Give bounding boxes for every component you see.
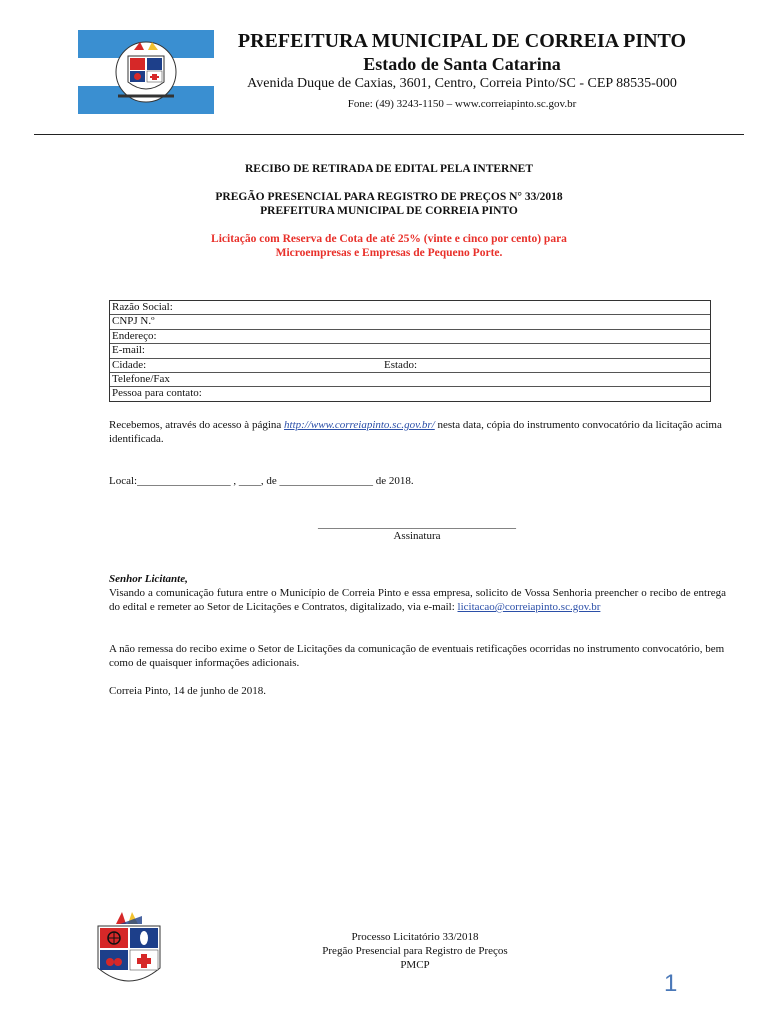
- municipal-flag-logo: [78, 30, 214, 114]
- form-row-cidade-estado[interactable]: [110, 359, 710, 373]
- form-row-razao-social[interactable]: [110, 301, 710, 315]
- form-label: E-mail:: [112, 344, 145, 357]
- document-title: RECIBO DE RETIRADA DE EDITAL PELA INTERNET: [245, 163, 533, 175]
- receipt-paragraph: [109, 418, 726, 446]
- municipal-coat-of-arms-icon: [94, 910, 164, 992]
- footer-modality: Pregão Presencial para Registro de Preços: [322, 945, 508, 957]
- disclaimer-paragraph: A não remessa do recibo exime o Setor de Licitações da comunicação de eventuais retificações ocorridas no instrumento convocatório, bem como de quaisquer informações adicionais.: [109, 643, 725, 669]
- form-label: Endereço:: [112, 329, 157, 342]
- form-row-telefone[interactable]: [110, 373, 710, 387]
- instruction-paragraph: [109, 586, 726, 614]
- form-label-estado: Estado:: [384, 358, 417, 371]
- quota-notice-line-2: Microempresas e Empresas de Pequeno Porte.: [275, 247, 503, 259]
- form-row-cnpj[interactable]: [110, 315, 710, 329]
- receipt-text-after: nesta data, cópia do instrumento convocatório da licitação acima identificada.: [109, 419, 722, 445]
- header-state: Estado de Santa Catarina: [363, 54, 561, 74]
- instruction-text: Visando a comunicação futura entre o Município de Correia Pinto e essa empresa, solicito de Vossa Senhoria preencher o recibo de entrega do edital e remeter ao Setor de Licitações e Contratos, digitalizado, via e-mail:: [109, 587, 726, 613]
- form-row-email[interactable]: [110, 344, 710, 358]
- signature-label: Assinatura: [393, 530, 441, 542]
- company-info-form: [109, 300, 711, 402]
- footer-process: Processo Licitatório 33/2018: [351, 931, 479, 943]
- greeting: Senhor Licitante,: [109, 573, 188, 585]
- receipt-text-before: Recebemos, através do acesso à página: [109, 419, 285, 431]
- footer-abbreviation: PMCP: [400, 959, 430, 971]
- header-phone: Fone: (49) 3243-1150 – www.correiapinto.sc.gov.br: [347, 98, 577, 110]
- form-label: Razão Social:: [112, 301, 173, 313]
- website-link[interactable]: http://www.correiapinto.sc.gov.br/: [284, 419, 435, 431]
- form-label: Cidade:: [112, 358, 147, 371]
- header-title: PREFEITURA MUNICIPAL DE CORREIA PINTO: [237, 30, 687, 52]
- email-link[interactable]: licitacao@correiapinto.sc.gov.br: [457, 601, 601, 613]
- form-label: CNPJ N.º: [112, 315, 155, 328]
- header-address: Avenida Duque de Caxias, 3601, Centro, Correia Pinto/SC - CEP 88535-000: [247, 76, 677, 91]
- quota-notice-line-1: Licitação com Reserva de Cota de até 25% (vinte e cinco por cento) para: [211, 233, 567, 245]
- page-number: 1: [664, 970, 678, 997]
- signature-line: ____________________________________: [318, 518, 516, 530]
- document-date: Correia Pinto, 14 de junho de 2018.: [109, 685, 267, 697]
- form-label: Pessoa para contato:: [112, 387, 202, 400]
- form-label: Telefone/Fax: [112, 372, 170, 385]
- header-divider: [34, 134, 744, 135]
- document-subtitle-1: PREGÃO PRESENCIAL PARA REGISTRO DE PREÇOS N° 33/2018: [215, 191, 563, 203]
- form-row-endereco[interactable]: [110, 330, 710, 344]
- local-date-line: Local:_________________ , ____, de _________________ de 2018.: [109, 475, 414, 487]
- document-subtitle-2: PREFEITURA MUNICIPAL DE CORREIA PINTO: [260, 205, 518, 217]
- form-row-contato[interactable]: [110, 387, 710, 400]
